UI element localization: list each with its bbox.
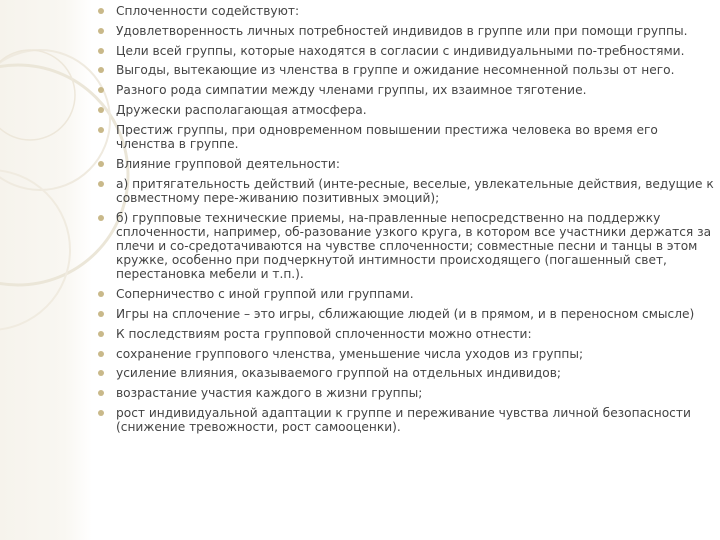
- list-item-text: усиление влияния, оказываемого группой на отдельных индивидов;: [116, 366, 561, 381]
- list-item: [98, 211, 716, 282]
- list-item: [98, 327, 716, 341]
- list-item-text: а) притягательность действий (инте-ресные, веселые, увлекательные действия, ведущие к совместному пере-живанию позитивных эмоций);: [116, 176, 714, 205]
- bullet-icon: [98, 291, 104, 297]
- list-item: [98, 83, 716, 97]
- list-item: [98, 44, 716, 58]
- bullet-icon: [98, 181, 104, 187]
- bullet-icon: [98, 87, 104, 93]
- content-area: [98, 0, 716, 440]
- list-item: [98, 24, 716, 38]
- bullet-icon: [98, 390, 104, 396]
- list-item-text: Выгоды, вытекающие из членства в группе и ожидание несомненной пользы от него.: [116, 63, 675, 78]
- bullet-icon: [98, 161, 104, 167]
- list-item-text: Дружески располагающая атмосфера.: [116, 102, 367, 117]
- bullet-icon: [98, 67, 104, 73]
- list-item-text: Влияние групповой деятельности:: [116, 156, 340, 171]
- list-item: [98, 63, 716, 77]
- list-item: [98, 123, 716, 151]
- list-item: [98, 4, 716, 18]
- bullet-icon: [98, 28, 104, 34]
- bullet-icon: [98, 351, 104, 357]
- bullet-icon: [98, 370, 104, 376]
- bullet-icon: [98, 331, 104, 337]
- list-item-text: Цели всей группы, которые находятся в согласии с индивидуальными по-требностями.: [116, 43, 685, 58]
- list-item-text: рост индивидуальной адаптации к группе и переживание чувства личной безопасности (снижение тревожности, рост самооценки).: [116, 405, 691, 435]
- list-item-text: Соперничество с иной группой или группами.: [116, 287, 414, 302]
- bullet-icon: [98, 8, 104, 14]
- list-item-text: Разного рода симпатии между членами группы, их взаимное тяготение.: [116, 83, 587, 98]
- list-item-text: возрастание участия каждого в жизни группы;: [116, 386, 423, 401]
- list-item: [98, 406, 716, 434]
- list-item: [98, 287, 716, 301]
- list-item-text: Игры на сплочение – это игры, сближающие людей (и в прямом, и в переносном смысле): [116, 306, 695, 321]
- list-item-text: сохранение группового членства, уменьшение числа уходов из группы;: [116, 346, 584, 361]
- list-item-text: б) групповые технические приемы, на-правленные непосредственно на поддержку сплоченности, например, об-разование узкого круга, в котором все участники держатся за плечи и со-средотачиваются на чувстве сплоченности; совместные песни и танцы в этом кружке, особенно при подчеркнутой интимности происходящего (погашенный свет, перестановка мебели и т.п.).: [116, 210, 712, 282]
- list-item: [98, 347, 716, 361]
- list-item-text: Престиж группы, при одновременном повышении престижа человека во время его членства в группе.: [116, 122, 658, 151]
- list-item: [98, 386, 716, 400]
- list-item-text: Сплоченности содействуют:: [116, 4, 300, 18]
- list-item: [98, 366, 716, 380]
- list-item-text: Удовлетворенность личных потребностей индивидов в группе или при помощи группы.: [116, 23, 688, 38]
- list-item-text: К последствиям роста групповой сплоченности можно отнести:: [116, 326, 532, 341]
- bullet-icon: [98, 48, 104, 54]
- bullet-icon: [98, 311, 104, 317]
- list-item: [98, 307, 716, 321]
- bullet-icon: [98, 127, 104, 133]
- list-item: [98, 157, 716, 171]
- list-item: [98, 103, 716, 117]
- bullet-list: [98, 0, 716, 434]
- bullet-icon: [98, 215, 104, 221]
- bullet-icon: [98, 410, 104, 416]
- bullet-icon: [98, 107, 104, 113]
- list-item: [98, 177, 716, 205]
